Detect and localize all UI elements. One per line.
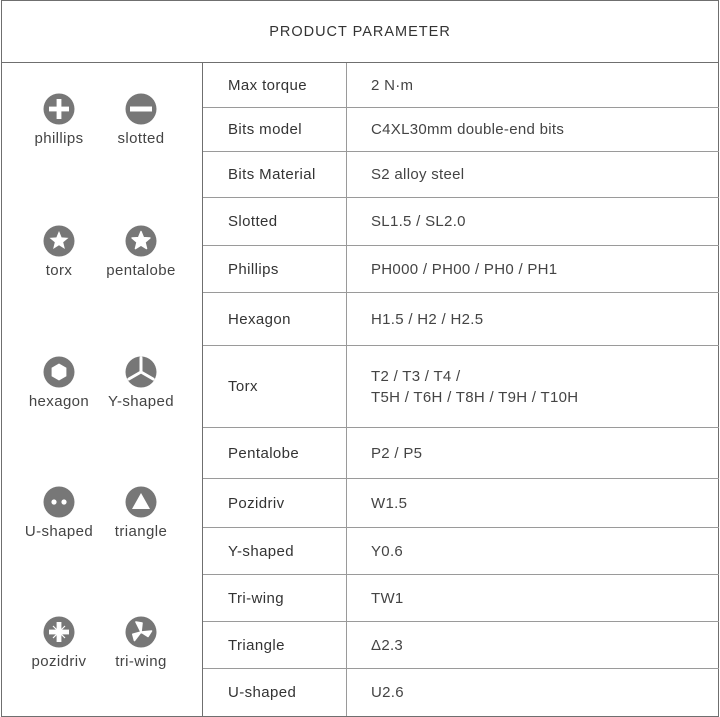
param-value-line: Δ2.3 xyxy=(371,636,404,654)
param-value xyxy=(347,309,719,330)
table-row xyxy=(203,293,719,346)
param-value-line: 2 N·m xyxy=(371,76,414,94)
icon-label: slotted xyxy=(117,130,165,147)
param-label: Max torque xyxy=(203,63,347,107)
bit-icons-panel xyxy=(2,63,203,716)
table-row xyxy=(203,479,719,528)
table-row xyxy=(203,63,719,108)
param-value xyxy=(347,682,719,703)
param-label: Hexagon xyxy=(203,293,347,345)
param-label: Triangle xyxy=(203,622,347,668)
param-label: Tri-wing xyxy=(203,575,347,621)
icon-cell-u-shaped xyxy=(14,486,104,540)
icon-label: hexagon xyxy=(28,393,90,410)
y-shaped-icon xyxy=(125,356,157,388)
param-label: Bits model xyxy=(203,108,347,151)
table-row xyxy=(203,669,719,716)
param-value xyxy=(347,493,719,514)
icon-cell-hexagon xyxy=(14,356,104,410)
torx-icon xyxy=(43,225,75,257)
icon-cell-triangle xyxy=(96,486,186,540)
icon-label: triangle xyxy=(114,523,168,540)
param-value xyxy=(347,366,719,408)
icon-label: pentalobe xyxy=(106,262,176,279)
param-value-line: U2.6 xyxy=(371,684,404,701)
param-value-line: TW1 xyxy=(371,589,404,607)
icon-cell-y-shaped xyxy=(96,356,186,410)
param-value-line: H1.5 / H2 / H2.5 xyxy=(371,310,484,328)
param-value-line: PH000 / PH00 / PH0 / PH1 xyxy=(371,260,558,278)
param-value xyxy=(347,541,719,562)
table-row xyxy=(203,346,719,428)
param-label: Pentalobe xyxy=(203,428,347,478)
param-label: Bits Material xyxy=(203,152,347,197)
parameter-sheet xyxy=(1,0,719,717)
table-row xyxy=(203,575,719,622)
table-row xyxy=(203,108,719,152)
param-label: Slotted xyxy=(203,198,347,245)
param-value-line: T2 / T3 / T4 / xyxy=(371,367,461,385)
param-value xyxy=(347,259,719,280)
param-value xyxy=(347,635,719,656)
pentalobe-icon xyxy=(125,225,157,257)
hexagon-icon xyxy=(43,356,75,388)
parameter-table xyxy=(203,63,719,716)
icon-label: Y-shaped xyxy=(107,393,175,410)
param-label: U-shaped xyxy=(203,669,347,716)
icon-label: tri-wing xyxy=(115,653,167,670)
phillips-icon xyxy=(43,93,75,125)
param-value-line: SL1.5 / SL2.0 xyxy=(371,213,466,230)
param-value xyxy=(347,119,719,140)
icon-cell-torx xyxy=(14,225,104,279)
table-row xyxy=(203,198,719,246)
table-row xyxy=(203,428,719,479)
triangle-icon xyxy=(125,486,157,518)
icon-label: pozidriv xyxy=(31,653,87,670)
icon-cell-phillips xyxy=(14,93,104,147)
tri-wing-icon xyxy=(125,616,157,648)
param-value xyxy=(347,164,719,185)
param-value-line: C4XL30mm double-end bits xyxy=(371,121,565,138)
param-value-line: W1.5 xyxy=(371,494,408,512)
param-label: Torx xyxy=(203,346,347,427)
param-value-line: Y0.6 xyxy=(371,542,404,560)
icon-label: U-shaped xyxy=(24,523,94,540)
icon-label: torx xyxy=(45,262,73,279)
table-row xyxy=(203,152,719,198)
sheet-body xyxy=(2,63,718,716)
param-value xyxy=(347,211,719,232)
param-value-line: P2 / P5 xyxy=(371,444,423,462)
u-shaped-icon xyxy=(43,486,75,518)
icon-cell-pentalobe xyxy=(96,225,186,279)
param-value xyxy=(347,75,719,96)
param-value xyxy=(347,443,719,464)
icon-cell-tri-wing xyxy=(96,616,186,670)
param-value xyxy=(347,588,719,609)
table-row xyxy=(203,622,719,669)
param-value-line: T5H / T6H / T8H / T9H / T10H xyxy=(371,388,579,406)
param-label: Phillips xyxy=(203,246,347,292)
icon-cell-slotted xyxy=(96,93,186,147)
pozidriv-icon xyxy=(43,616,75,648)
page-title: PRODUCT PARAMETER xyxy=(2,1,718,63)
table-row xyxy=(203,246,719,293)
param-value-line: S2 alloy steel xyxy=(371,166,465,183)
table-row xyxy=(203,528,719,575)
icon-label: phillips xyxy=(34,130,84,147)
param-label: Y-shaped xyxy=(203,528,347,574)
icon-cell-pozidriv xyxy=(14,616,104,670)
slotted-icon xyxy=(125,93,157,125)
param-label: Pozidriv xyxy=(203,479,347,527)
